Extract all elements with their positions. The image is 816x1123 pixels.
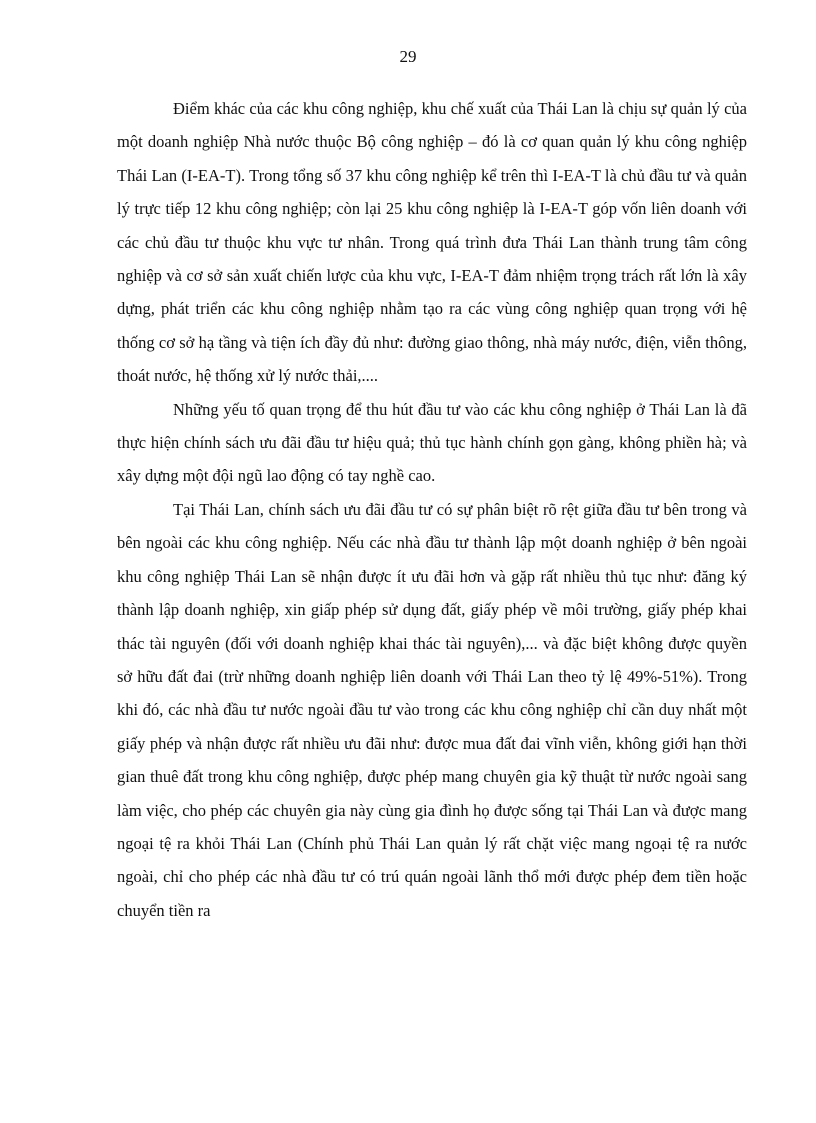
paragraph-2: Những yếu tố quan trọng để thu hút đầu tư vào các khu công nghiệp ở Thái Lan là đã thực hiện chính sách ưu đãi đầu tư hiệu quả; thủ tục hành chính gọn gàng, không phiền hà; và xây dựng một đội ngũ lao động có tay nghề cao.: [117, 399, 747, 486]
paragraph-3: Tại Thái Lan, chính sách ưu đãi đầu tư có sự phân biệt rõ rệt giữa đầu tư bên trong và bên ngoài các khu công nghiệp. Nếu các nhà đầu tư thành lập một doanh nghiệp ở bên ngoài khu công nghiệp Thái Lan sẽ nhận được ít ưu đãi hơn và gặp rất nhiều thủ tục như: đăng ký thành lập doanh nghiệp, xin giấp phép sử dụng đất, giấy phép về môi trường, giấy phép khai thác tài nguyên (đối với doanh nghiệp khai thác tài nguyên),... và đặc biệt không được quyền sở hữu đất đai (trừ những doanh nghiệp liên doanh với Thái Lan theo tỷ lệ 49%-51%). Trong khi đó, các nhà đầu tư nước ngoài đầu tư vào trong các khu công nghiệp chỉ cần duy nhất một giấy phép và nhận được rất nhiều ưu đãi như: được mua đất đai vĩnh viễn, không giới hạn thời gian thuê đất trong khu công nghiệp, được phép mang chuyên gia kỹ thuật từ nước ngoài sang làm việc, cho phép các chuyên gia này cùng gia đình họ được sống tại Thái Lan và được mang ngoại tệ ra khỏi Thái Lan (Chính phủ Thái Lan quản lý rất chặt việc mang ngoại tệ ra nước ngoài, chỉ cho phép các nhà đầu tư có trú quán ngoài lãnh thổ mới được phép đem tiền hoặc chuyển tiền ra: [117, 499, 747, 920]
page-number: 29: [399, 47, 417, 66]
body-text: [117, 92, 747, 927]
paragraph-1: Điểm khác của các khu công nghiệp, khu chế xuất của Thái Lan là chịu sự quản lý của một doanh nghiệp Nhà nước thuộc Bộ công nghiệp – đó là cơ quan quản lý khu công nghiệp Thái Lan (I-EA-T). Trong tổng số 37 khu công nghiệp kể trên thì I-EA-T là chủ đầu tư và quản lý trực tiếp 12 khu công nghiệp; còn lại 25 khu công nghiệp là I-EA-T góp vốn liên doanh với các chủ đầu tư thuộc khu vực tư nhân. Trong quá trình đưa Thái Lan thành trung tâm công nghiệp và cơ sở sản xuất chiến lược của khu vực, I-EA-T đảm nhiệm trọng trách rất lớn là xây dựng, phát triển các khu công nghiệp nhằm tạo ra các vùng công nghiệp quan trọng với hệ thống cơ sở hạ tầng và tiện ích đầy đủ như: đường giao thông, nhà máy nước, điện, viễn thông, thoát nước, hệ thống xử lý nước thải,....: [117, 99, 747, 386]
